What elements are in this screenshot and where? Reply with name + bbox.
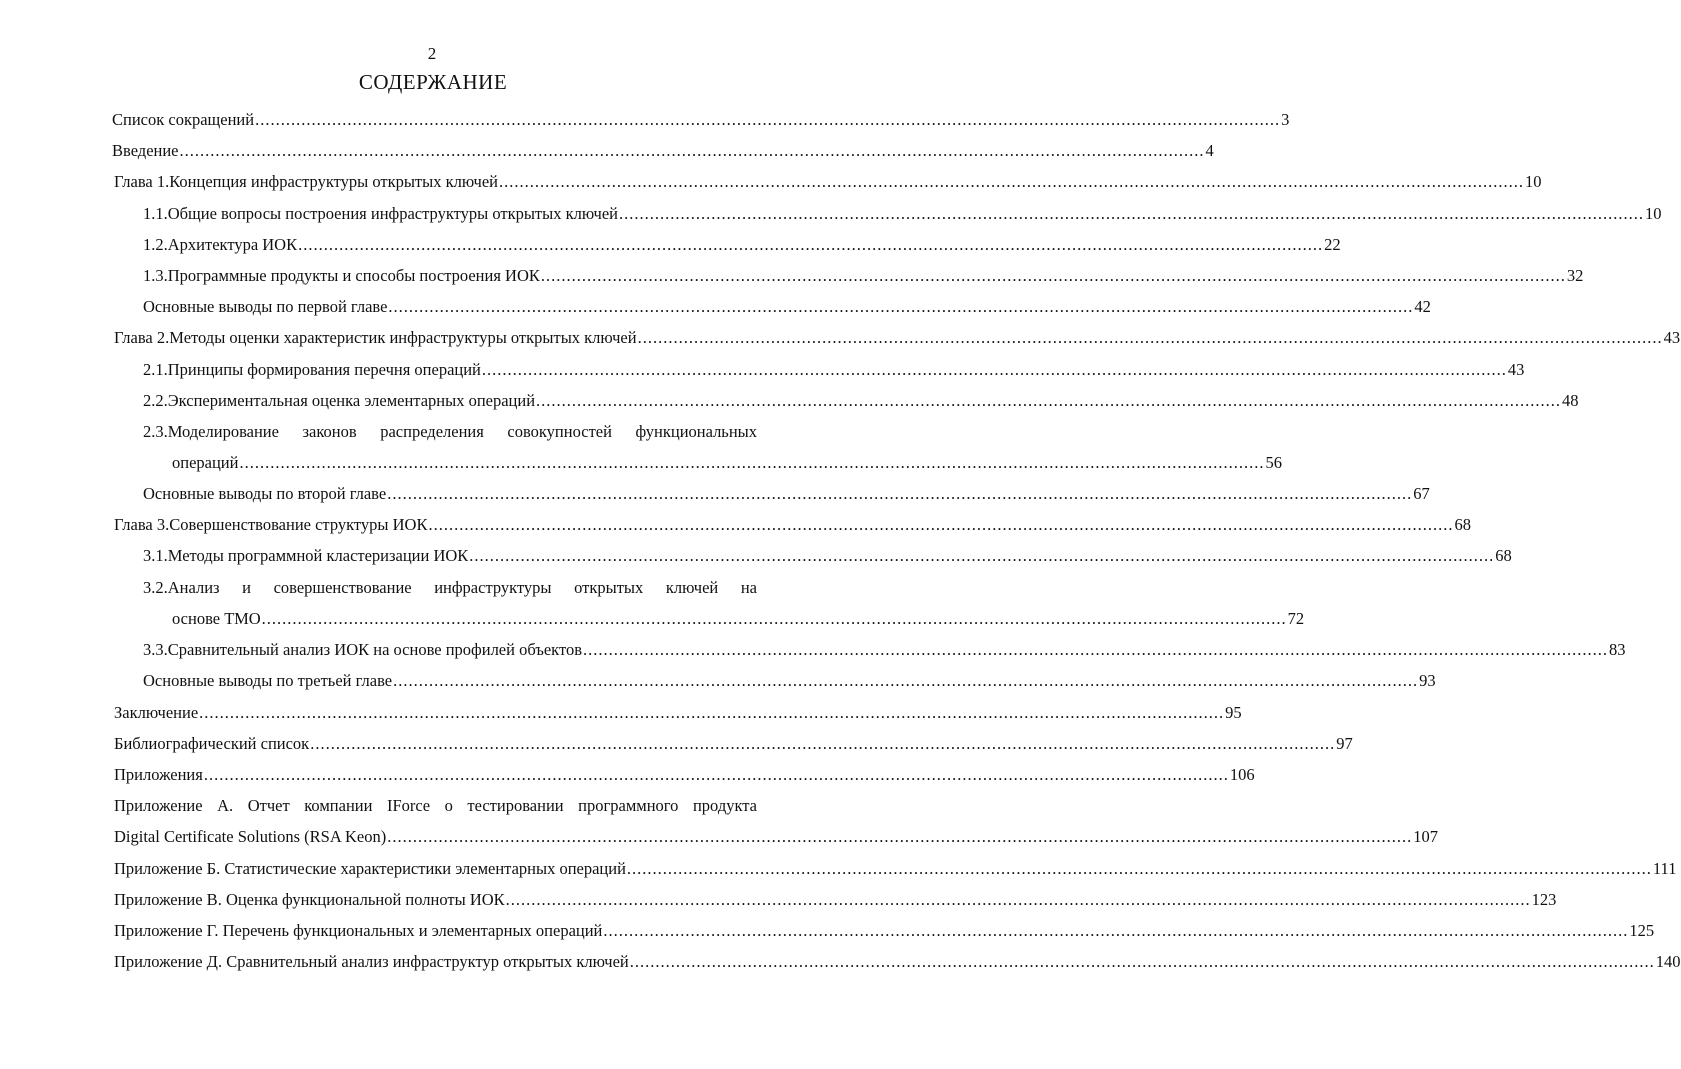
leader-dots: ........................................................................................................................................................................................................ (637, 328, 1663, 347)
toc-entry-conclusions-3[interactable]: Основные выводы по третьей главе ........................................................................................................................................................................................................ 93 (0, 665, 792, 696)
page-ref: 3 (1281, 110, 1290, 129)
toc-entry-chapter-2[interactable]: Глава 2.Методы оценки характеристик инфраструктуры открытых ключей ........................................................................................................................................................................................................ 43 (0, 322, 792, 353)
leader-dots: ........................................................................................................................................................................................................ (387, 484, 1413, 503)
page-ref: 4 (1205, 141, 1214, 160)
page-title: СОДЕРЖАНИЕ (358, 70, 508, 94)
toc-entry-bibliography[interactable]: Библиографический список ........................................................................................................................................................................................................ 97 (0, 728, 792, 759)
toc-entry-section-3-1[interactable]: 3.1.Методы программной кластеризации ИОК ........................................................................................................................................................................................................ 68 (0, 540, 792, 571)
page-ref: 22 (1324, 235, 1341, 254)
page-ref: 111 (1652, 859, 1677, 878)
leader-dots: ........................................................................................................................................................................................................ (626, 859, 1652, 878)
toc-entry-chapter-3[interactable]: Глава 3.Совершенствование структуры ИОК ........................................................................................................................................................................................................ 68 (0, 509, 792, 540)
page-ref: 97 (1336, 734, 1353, 753)
toc-entry-section-1-1[interactable]: 1.1.Общие вопросы построения инфраструктуры открытых ключей ........................................................................................................................................................................................................ 10 (0, 198, 792, 229)
toc-entry-section-2-2[interactable]: 2.2.Экспериментальная оценка элементарных операций ........................................................................................................................................................................................................ 48 (0, 385, 792, 416)
toc-entry-appendix-a-cont[interactable]: Digital Certificate Solutions (RSA Keon) ........................................................................................................................................................................................................ 107 (0, 821, 792, 852)
toc-entry-abbreviations[interactable]: Список сокращений ........................................................................................................................................................................................................ 3 (0, 104, 792, 135)
toc-entry-appendix-g[interactable]: Приложение Г. Перечень функциональных и элементарных операций ........................................................................................................................................................................................................ 125 (0, 915, 792, 946)
page-ref: 43 (1507, 360, 1525, 379)
toc-entry-appendix-d[interactable]: Приложение Д. Сравнительный анализ инфраструктур открытых ключей ........................................................................................................................................................................................................ 140 (0, 946, 792, 977)
leader-dots: ........................................................................................................................................................................................................ (505, 890, 1531, 909)
toc-entry-appendices[interactable]: Приложения ........................................................................................................................................................................................................ 106 (0, 759, 792, 790)
toc-entry-introduction[interactable]: Введение ........................................................................................................................................................................................................ 4 (0, 135, 792, 166)
leader-dots: ........................................................................................................................................................................................................ (603, 921, 1629, 940)
page-ref: 140 (1655, 952, 1681, 971)
toc-entry-appendix-a[interactable]: Приложение А. Отчет компании IForce о тестировании программного продукта (114, 796, 757, 815)
page-ref: 107 (1413, 827, 1438, 846)
page-ref: 48 (1562, 391, 1579, 410)
leader-dots: ........................................................................................................................................................................................................ (536, 391, 1562, 410)
leader-dots: ........................................................................................................................................................................................................ (179, 141, 1205, 160)
leader-dots: ........................................................................................................................................................................................................ (629, 952, 1655, 971)
leader-dots: ........................................................................................................................................................................................................ (298, 235, 1324, 254)
page-ref: 123 (1531, 890, 1557, 909)
page-ref: 95 (1225, 703, 1242, 722)
leader-dots: ........................................................................................................................................................................................................ (499, 172, 1524, 191)
leader-dots: ........................................................................................................................................................................................................ (619, 204, 1644, 223)
toc-entry-conclusions-2[interactable]: Основные выводы по второй главе ........................................................................................................................................................................................................ 67 (0, 478, 792, 509)
page-ref: 125 (1629, 921, 1655, 940)
page-ref: 68 (1454, 515, 1471, 534)
toc-entry-conclusion[interactable]: Заключение ........................................................................................................................................................................................................ 95 (0, 697, 792, 728)
toc-entry-section-2-3-cont[interactable]: операций ........................................................................................................................................................................................................ 56 (0, 447, 792, 478)
page-ref: 43 (1663, 328, 1681, 347)
page-ref: 32 (1566, 266, 1584, 285)
leader-dots: ........................................................................................................................................................................................................ (203, 765, 1229, 784)
leader-dots: ........................................................................................................................................................................................................ (583, 640, 1609, 659)
page-number: 2 (427, 44, 437, 63)
toc-entry-appendix-b[interactable]: Приложение Б. Статистические характеристики элементарных операций ........................................................................................................................................................................................................ 111 (0, 853, 792, 884)
leader-dots: ........................................................................................................................................................................................................ (261, 609, 1287, 628)
leader-dots: ........................................................................................................................................................................................................ (387, 827, 1413, 846)
page-ref: 67 (1413, 484, 1430, 503)
leader-dots: ........................................................................................................................................................................................................ (540, 266, 1566, 285)
leader-dots: ........................................................................................................................................................................................................ (481, 360, 1507, 379)
page-ref: 72 (1287, 609, 1305, 628)
leader-dots: ........................................................................................................................................................................................................ (199, 703, 1225, 722)
toc-entry-section-1-3[interactable]: 1.3.Программные продукты и способы построения ИОК ........................................................................................................................................................................................................ 32 (0, 260, 792, 291)
toc-entry-chapter-1[interactable]: Глава 1.Концепция инфраструктуры открытых ключей ........................................................................................................................................................................................................ 10 (0, 166, 792, 197)
toc-entry-section-3-3[interactable]: 3.3.Сравнительный анализ ИОК на основе профилей объектов ........................................................................................................................................................................................................ 83 (0, 634, 792, 665)
page-ref: 93 (1419, 671, 1436, 690)
toc-entry-conclusions-1[interactable]: Основные выводы по первой главе ........................................................................................................................................................................................................ 42 (0, 291, 792, 322)
leader-dots: ........................................................................................................................................................................................................ (393, 671, 1419, 690)
toc-entry-section-2-3[interactable]: 2.3.Моделирование законов распределения совокупностей функциональных (143, 422, 757, 441)
page-ref: 56 (1265, 453, 1282, 472)
leader-dots: ........................................................................................................................................................................................................ (428, 515, 1454, 534)
leader-dots: ........................................................................................................................................................................................................ (388, 297, 1414, 316)
page-ref: 68 (1495, 546, 1512, 565)
toc-entry-section-3-2-cont[interactable]: основе ТМО ........................................................................................................................................................................................................ 72 (0, 603, 792, 634)
page-ref: 106 (1229, 765, 1255, 784)
toc-entry-appendix-v[interactable]: Приложение В. Оценка функциональной полноты ИОК ........................................................................................................................................................................................................ 123 (0, 884, 792, 915)
toc-entry-section-1-2[interactable]: 1.2.Архитектура ИОК ........................................................................................................................................................................................................ 22 (0, 229, 792, 260)
toc-entry-section-3-2[interactable]: 3.2.Анализ и совершенствование инфраструктуры открытых ключей на (143, 578, 757, 597)
leader-dots: ........................................................................................................................................................................................................ (239, 453, 1265, 472)
page-ref: 42 (1414, 297, 1431, 316)
page-ref: 10 (1525, 172, 1542, 191)
leader-dots: ........................................................................................................................................................................................................ (469, 546, 1495, 565)
page-ref: 10 (1645, 204, 1662, 223)
leader-dots: ........................................................................................................................................................................................................ (310, 734, 1336, 753)
page-ref: 83 (1609, 640, 1626, 659)
leader-dots: ........................................................................................................................................................................................................ (255, 110, 1281, 129)
toc-entry-section-2-1[interactable]: 2.1.Принципы формирования перечня операций ........................................................................................................................................................................................................ 43 (0, 354, 792, 385)
